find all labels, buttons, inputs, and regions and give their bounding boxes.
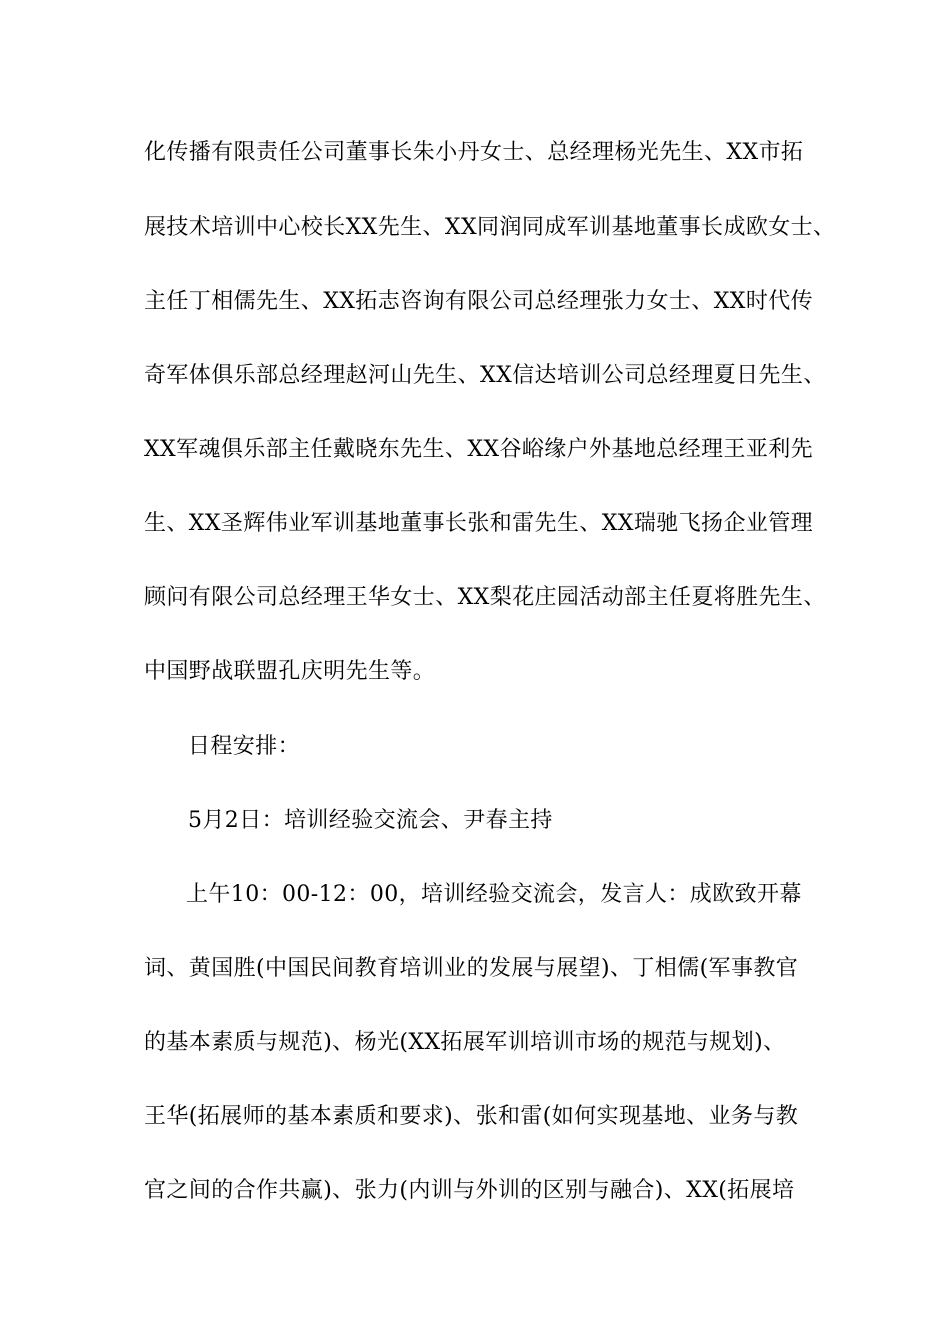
text-line: 王华(拓展师的基本素质和要求)、张和雷(如何实现基地、业务与教 — [144, 1104, 799, 1129]
text-line: 奇军体俱乐部总经理赵河山先生、XX信达培训公司总经理夏日先生、 — [144, 363, 826, 388]
text-line: 词、黄国胜(中国民间教育培训业的发展与展望)、丁相儒(军事教官 — [144, 956, 799, 981]
text-line: 顾问有限公司总经理王华女士、XX梨花庄园活动部主任夏将胜先生、 — [144, 585, 826, 610]
section-heading: 日程安排： — [188, 734, 301, 759]
text-line: 化传播有限责任公司董事长朱小丹女士、总经理杨光先生、XX市拓 — [144, 140, 804, 165]
text-line: XX军魂俱乐部主任戴晓东先生、XX谷峪缘户外基地总经理王亚利先 — [144, 437, 814, 462]
text-line: 展技术培训中心校长XX先生、XX同润同成军训基地董事长成欧女士、 — [144, 215, 836, 240]
text-line: 中国野战联盟孔庆明先生等。 — [144, 659, 436, 684]
text-line: 官之间的合作共赢)、张力(内训与外训的区别与融合)、XX(拓展培 — [144, 1178, 795, 1203]
text-line: 上午10：00-12：00，培训经验交流会，发言人：成欧致开幕 — [186, 882, 802, 907]
text-line: 主任丁相儒先生、XX拓志咨询有限公司总经理张力女士、XX时代传 — [144, 289, 814, 314]
text-line: 的基本素质与规范)、杨光(XX拓展军训培训市场的规范与规划)、 — [144, 1030, 786, 1055]
schedule-date-line: 5月2日：培训经验交流会、尹春主持 — [188, 808, 553, 833]
text-line: 生、XX圣辉伟业军训基地董事长张和雷先生、XX瑞驰飞扬企业管理 — [144, 511, 814, 536]
